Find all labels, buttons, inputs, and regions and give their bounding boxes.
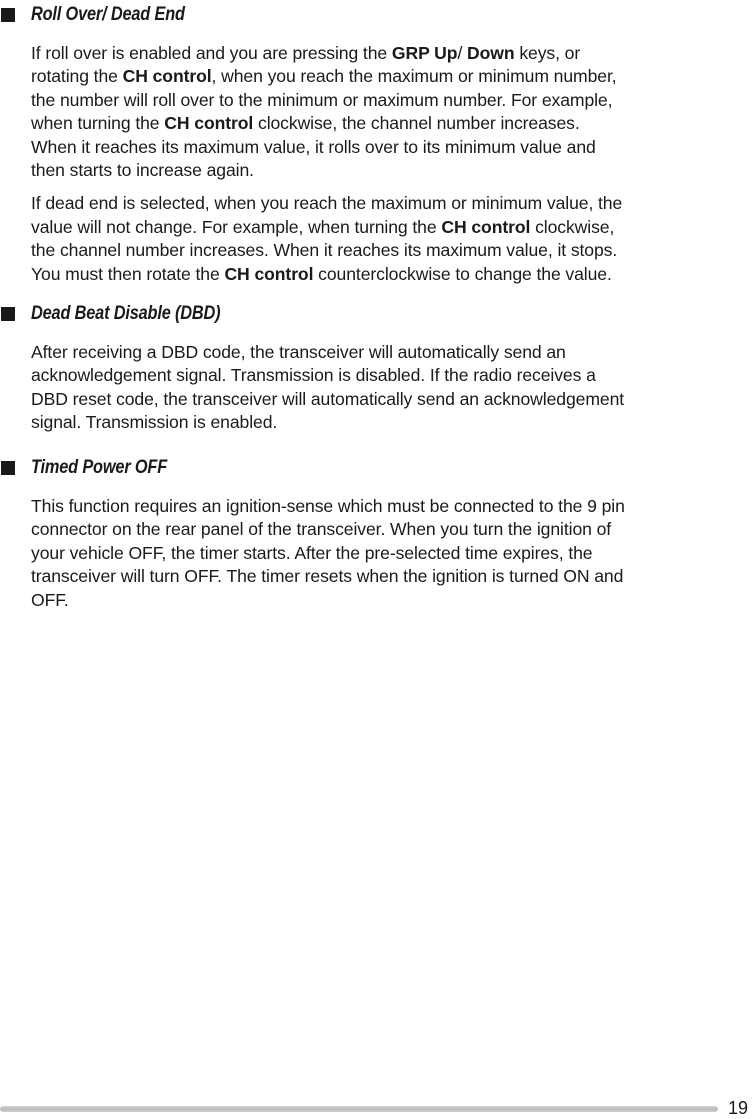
text-line: the channel number increases. When it reaches its maximum value, it stops. [31, 240, 618, 261]
section-roll-over-dead-end [0, 3, 755, 286]
bold-term: CH control [122, 66, 212, 87]
section-heading [0, 456, 755, 482]
text-line: rotating the CH control, when you reach the maximum or minimum number, [31, 66, 617, 87]
paragraph [0, 192, 724, 286]
text-line: the number will roll over to the minimum or maximum number. For example, [31, 89, 613, 110]
text-line: signal. Transmission is enabled. [31, 412, 278, 433]
text-line: OFF. [31, 589, 69, 610]
footer-rule [0, 1106, 718, 1112]
square-bullet-icon [1, 307, 15, 321]
section-heading [0, 3, 755, 29]
text-line: value will not change. For example, when turning the CH control clockwise, [31, 216, 615, 237]
text-line: When it reaches its maximum value, it rolls over to its minimum value and [31, 136, 596, 157]
paragraph [0, 42, 724, 182]
text-line: After receiving a DBD code, the transceiver will automatically send an [31, 342, 566, 362]
text-line: If dead end is selected, when you reach the maximum or minimum value, the [31, 193, 623, 214]
text-line: This function requires an ignition-sense which must be connected to the 9 pin [31, 496, 625, 516]
bold-term: CH control [164, 113, 254, 134]
square-bullet-icon [1, 461, 15, 475]
text-line: transceiver will turn OFF. The timer resets when the ignition is turned ON and [31, 566, 624, 587]
text-line: DBD reset code, the transceiver will automatically send an acknowledgement [31, 388, 625, 409]
page-number: 19 [728, 1098, 749, 1118]
heading-text: Timed Power OFF [31, 457, 168, 478]
section-dead-beat-disable [0, 302, 755, 435]
text-line: If roll over is enabled and you are pressing the GRP Up/ Down keys, or [31, 43, 581, 63]
bold-term: Down [467, 43, 515, 63]
text-line: your vehicle OFF, the timer starts. After the pre-selected time expires, the [31, 542, 593, 563]
square-bullet-icon [1, 8, 15, 22]
heading-text: Dead Beat Disable (DBD) [31, 303, 221, 324]
section-heading [0, 302, 755, 328]
bold-term: CH control [224, 263, 314, 284]
paragraph [0, 341, 724, 435]
section-timed-power-off [0, 456, 755, 612]
text-line: then starts to increase again. [31, 160, 254, 181]
bold-term: CH control [441, 216, 531, 237]
paragraph [0, 495, 724, 612]
text-line: when turning the CH control clockwise, the channel number increases. [31, 113, 580, 134]
text-line: acknowledgement signal. Transmission is disabled. If the radio receives a [31, 365, 596, 386]
text-line: You must then rotate the CH control counterclockwise to change the value. [31, 263, 612, 284]
text-line: connector on the rear panel of the transceiver. When you turn the ignition of [31, 519, 612, 540]
heading-text: Roll Over/ Dead End [31, 4, 185, 25]
bold-term: GRP Up [391, 43, 458, 63]
